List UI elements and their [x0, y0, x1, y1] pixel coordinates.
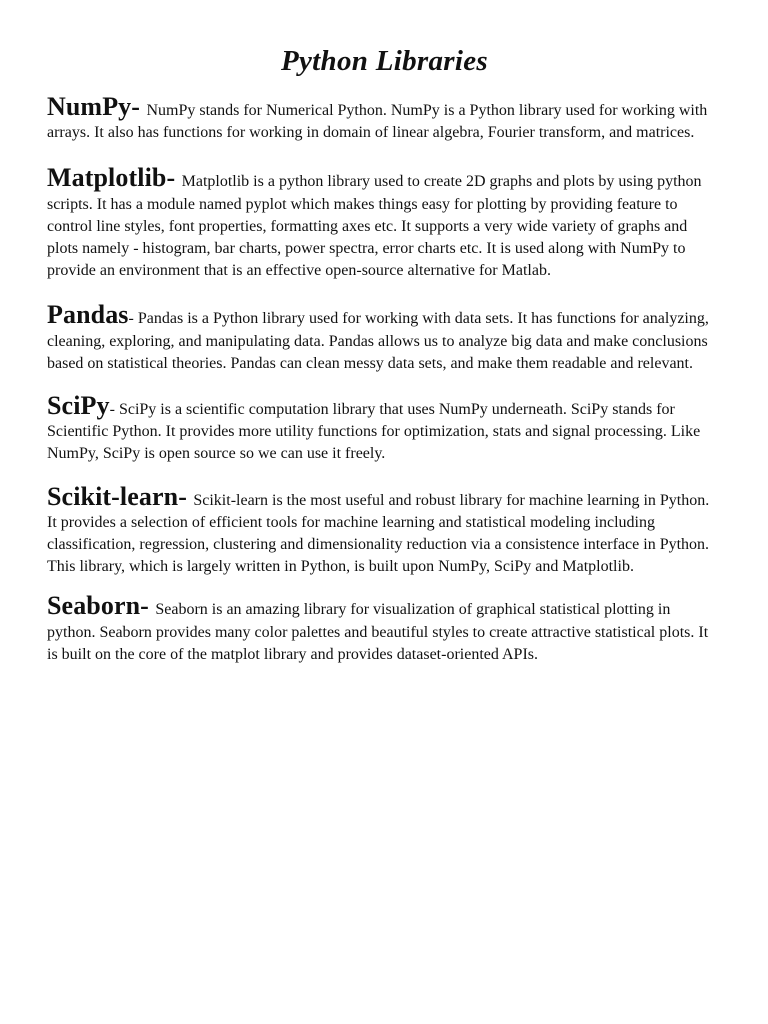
document-title: Python Libraries [280, 45, 488, 77]
matplotlib-heading: Matplotlib [47, 163, 167, 193]
scikit-learn-description: Scikit-learn is the most useful and robust library for machine learning in Python. It provides a selection of efficient tools for machine learning and statistical modeling including classification, regression, clustering and dimensionality reduction via a consistence interface in Python. This library, which is largely written in Python, is built upon NumPy, SciPy and Matplotlib. [47, 491, 710, 576]
scipy-section [47, 391, 722, 466]
numpy-description: NumPy stands for Numerical Python. NumPy is a Python library used for working with arrays. It also has functions for working in domain of linear algebra, Fourier transform, and matrices. [47, 102, 708, 142]
pandas-description: Pandas is a Python library used for working with data sets. It has functions for analyzing, cleaning, exploring, and manipulating data. Pandas allows us to analyze big data and make conclusions based on statistical theories. Pandas can clean messy data sets, and make them readable and relevant. [47, 310, 709, 372]
scikit-learn-heading: Scikit-learn [47, 481, 179, 511]
pandas-separator: - [128, 310, 138, 328]
seaborn-separator: - [140, 591, 156, 621]
scipy-heading: SciPy [47, 391, 110, 421]
scipy-separator: - [109, 401, 119, 419]
pandas-section [47, 300, 722, 375]
numpy-heading: NumPy [47, 92, 132, 121]
numpy-separator: - [131, 92, 147, 121]
numpy-section [47, 92, 722, 144]
seaborn-section [47, 591, 722, 666]
pandas-heading: Pandas [47, 300, 129, 330]
scikit-learn-section [47, 481, 722, 579]
matplotlib-section [47, 163, 722, 282]
scipy-description: SciPy is a scientific computation library that uses NumPy underneath. SciPy stands for Scientific Python. It provides more utility functions for optimization, stats and signal processing. Like NumPy, SciPy is open source so we can use it freely. [47, 401, 701, 463]
scikit-learn-separator: - [178, 481, 194, 511]
seaborn-heading: Seaborn [47, 591, 141, 621]
matplotlib-description: Matplotlib is a python library used to create 2D graphs and plots by using python scripts. It has a module named pyplot which makes things easy for plotting by providing feature to control line styles, font properties, formatting axes etc. It supports a very wide variety of graphs and plots namely - histogram, bar charts, power spectra, error charts etc. It is used along with NumPy to provide an environment that is an effective open-source alternative for Matlab. [47, 173, 702, 280]
seaborn-description: Seaborn is an amazing library for visualization of graphical statistical plotting in python. Seaborn provides many color palettes and beautiful styles to create attractive statistical plots. It is built on the core of the matplot library and provides dataset-oriented APIs. [47, 601, 709, 663]
matplotlib-separator: - [166, 163, 182, 193]
